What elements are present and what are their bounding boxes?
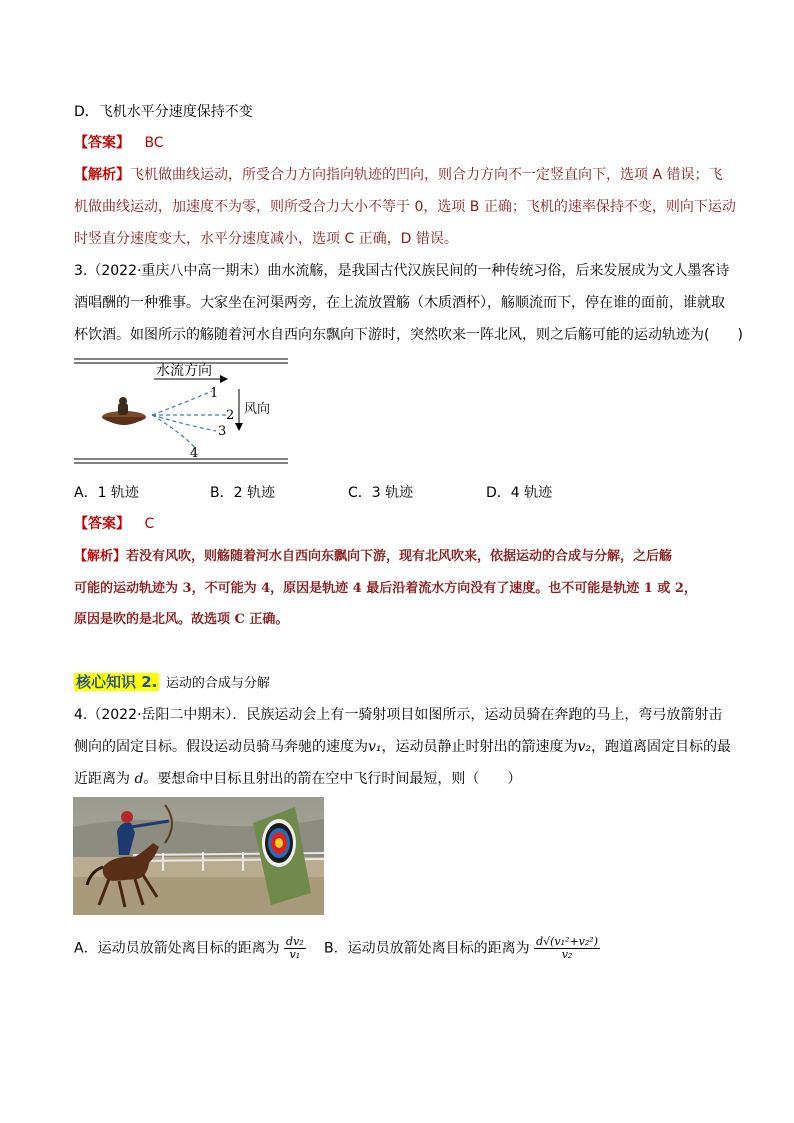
q4-stem-line-3 bbox=[74, 769, 724, 789]
archery-photo bbox=[73, 797, 324, 915]
answer-tag: 【答案】 bbox=[74, 516, 130, 532]
q3-option-b: B．2 轨迹 bbox=[210, 485, 275, 501]
cup-icon bbox=[102, 397, 146, 425]
explanation-text: 飞机做曲线运动，所受合力方向指向轨迹的凹向，则合力方向不一定竖直向下，选项 A 错误；飞 bbox=[130, 167, 723, 183]
q2-answer-row bbox=[74, 133, 724, 153]
q3-option-c: C．3 轨迹 bbox=[348, 485, 414, 501]
trajectory-4 bbox=[152, 415, 196, 449]
answer-value: C bbox=[144, 516, 155, 532]
explanation-tag: 【解析】 bbox=[74, 549, 127, 564]
trajectory-label-3: 3 bbox=[218, 424, 227, 439]
q4-option-a bbox=[74, 936, 306, 961]
explanation-tag: 【解析】 bbox=[74, 167, 130, 183]
q2-explanation-line-2: 机做曲线运动，加速度不为零，则所受合力大小不等于 0，选项 B 正确；飞机的速率保持不变，则向下运动 bbox=[74, 199, 736, 215]
fraction-denominator: v₁ bbox=[289, 948, 301, 961]
section-tag: 核心知识 2. bbox=[76, 673, 158, 691]
section-heading bbox=[74, 672, 724, 694]
answer-tag: 【答案】 bbox=[74, 135, 130, 151]
q2-explanation-line-3: 时竖直分速度变大，水平分速度减小，选项 C 正确，D 错误。 bbox=[74, 231, 458, 247]
wind-label: 风向 bbox=[244, 402, 271, 417]
trajectory-3 bbox=[152, 415, 216, 431]
stem-text: 近距离为 bbox=[74, 771, 135, 787]
q3-option-a: A．1 轨迹 bbox=[74, 485, 139, 501]
q3-explanation-line-1 bbox=[74, 547, 724, 567]
q3-explanation-line-3: 原因是吹的是北风。故选项 C 正确。 bbox=[74, 612, 289, 627]
fraction-b bbox=[534, 936, 600, 961]
q4-option-b bbox=[324, 936, 600, 961]
fraction-denominator: v₂ bbox=[561, 948, 573, 961]
trajectory-label-1: 1 bbox=[210, 386, 219, 401]
trajectory-label-2: 2 bbox=[226, 408, 235, 423]
v2-symbol: v₂ bbox=[577, 739, 592, 755]
q3-stem-line-2: 酒唱酬的一种雅事。大家坐在河渠两旁，在上流放置觞（木质酒杯），觞顺流而下，停在谁的面前，谁就取 bbox=[74, 295, 725, 311]
v1-symbol: v₁ bbox=[368, 739, 382, 755]
section-title: 运动的合成与分解 bbox=[165, 676, 270, 691]
water-flow-label: 水流方向 bbox=[156, 363, 212, 379]
trajectory-1 bbox=[152, 391, 212, 415]
q2-explanation-line-1 bbox=[74, 165, 724, 185]
trajectory-label-4: 4 bbox=[190, 446, 199, 461]
q3-answer-row bbox=[74, 514, 724, 534]
q3-stem-line-3: 杯饮酒。如图所示的觞随着河水自西向东飘向下游时，突然吹来一阵北风，则之后觞可能的运动轨迹为( ) bbox=[74, 327, 743, 343]
explanation-text: 若没有风吹，则觞随着河水自西向东飘向下游，现有北风吹来，依据运动的合成与分解，之后觞 bbox=[126, 549, 673, 564]
fraction-numerator: d√(v₁²+v₂²) bbox=[536, 935, 598, 948]
q4-stem-line-2 bbox=[74, 737, 732, 757]
d-symbol: d bbox=[134, 771, 144, 787]
q3-explanation-line-2: 可能的运动轨迹为 3，不可能为 4，原因是轨迹 4 最后沿着流水方向没有了速度。也不可能是轨迹 1 或 2， bbox=[74, 581, 697, 596]
fraction-a bbox=[284, 936, 306, 961]
option-text: B．运动员放箭处离目标的距离为 bbox=[324, 940, 530, 957]
q3-river-figure bbox=[74, 355, 294, 470]
option-text: A．运动员放箭处离目标的距离为 bbox=[74, 940, 280, 957]
stem-text: ，运动员静止时射出的箭速度为 bbox=[381, 739, 578, 755]
stem-text: 侧向的固定目标。假设运动员骑马奔驰的速度为 bbox=[74, 739, 368, 755]
stem-text: 。要想命中目标且射出的箭在空中飞行时间最短，则（ ） bbox=[143, 771, 522, 787]
q4-stem-line-1: 4.（2022·岳阳二中期末）．民族运动会上有一骑射项目如图所示，运动员骑在奔跑的马上，弯弓放箭射击 bbox=[74, 707, 723, 723]
q3-option-d: D．4 轨迹 bbox=[486, 485, 553, 501]
q3-stem-line-1: 3.（2022·重庆八中高一期末）曲水流觞，是我国古代汉族民间的一种传统习俗，后来发展成为文人墨客诗 bbox=[74, 263, 730, 279]
q2-option-d: D．飞机水平分速度保持不变 bbox=[74, 104, 253, 120]
answer-value: BC bbox=[144, 135, 164, 151]
fraction-numerator: dv₂ bbox=[286, 935, 304, 948]
stem-text: ，跑道离固定目标的最 bbox=[591, 739, 732, 755]
